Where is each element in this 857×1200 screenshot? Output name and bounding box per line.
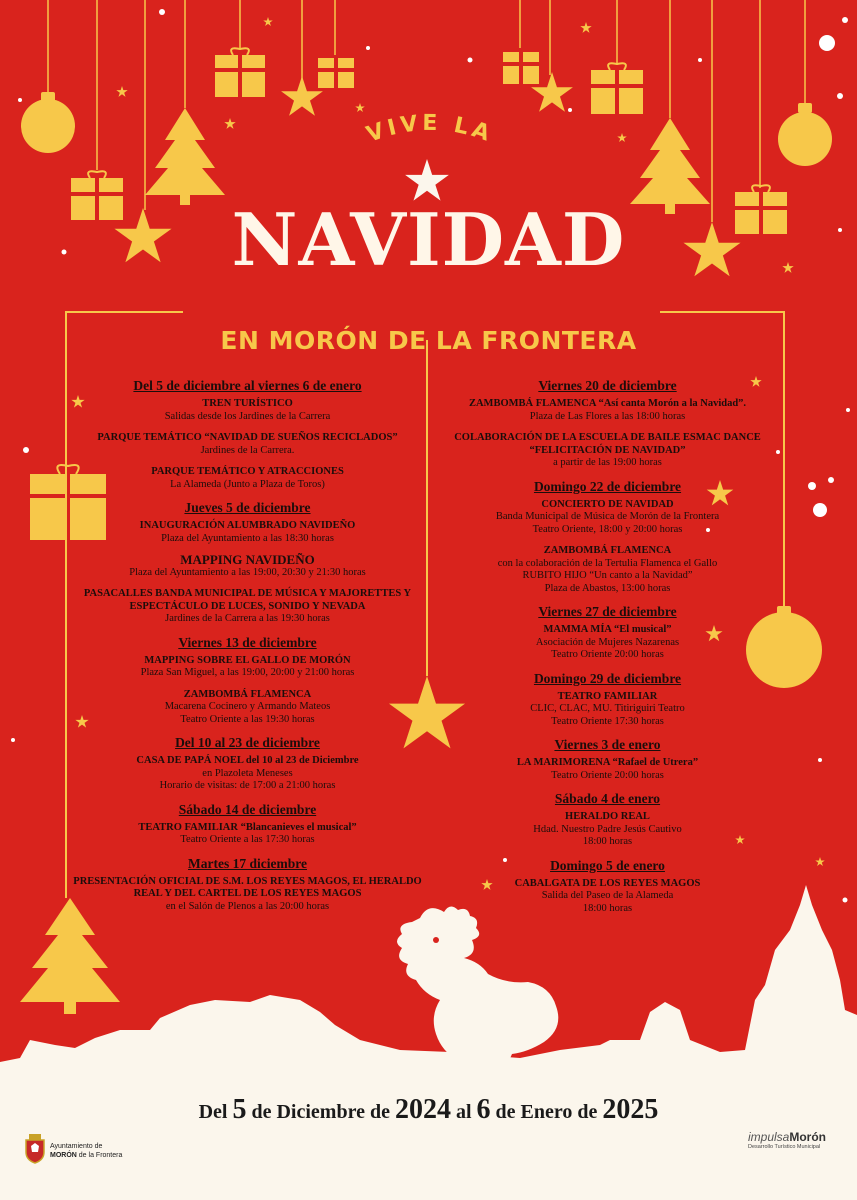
schedule-event	[70, 822, 425, 847]
event-detail: Jardines de la Carrera a las 19:30 horas	[165, 613, 330, 624]
event-detail: Teatro Oriente 20:00 horas	[551, 649, 664, 660]
svg-text:VIVE LA: VIVE LA	[363, 110, 497, 148]
date-range: Del 5 de Diciembre de 2024 al 6 de Enero de 2025	[198, 1094, 659, 1125]
schedule-date: Sábado 4 de enero	[554, 791, 661, 806]
event-title: LA MARIMORENA “Rafael de Utrera”	[516, 757, 699, 768]
event-detail: Plaza del Ayuntamiento a las 18:30 horas	[161, 532, 334, 544]
event-title: ZAMBOMBÁ FLAMENCA	[183, 688, 312, 700]
schedule-event	[430, 878, 785, 916]
event-detail: Plaza San Miguel, a las 19:00, 20:00 y 21:00 horas	[140, 667, 355, 678]
event-detail: Plaza de Abastos, 13:00 horas	[544, 582, 671, 594]
schedule-event	[430, 691, 785, 729]
event-title: COLABORACIÓN DE LA ESCUELA DE BAILE ESMAC DANCE “FELICITACIÓN DE NAVIDAD”	[454, 432, 761, 456]
schedule-date: Viernes 3 de enero	[554, 737, 661, 752]
event-detail: 18:00 horas	[582, 836, 633, 847]
schedule-date: Domingo 29 de diciembre	[533, 670, 682, 686]
schedule-date: Del 10 al 23 de diciembre	[175, 735, 320, 750]
event-detail: Asociación de Mujeres Nazarenas	[535, 636, 680, 648]
schedule-date: Viernes 13 de diciembre	[178, 634, 317, 650]
schedule-event	[70, 520, 425, 545]
schedule-right-column	[430, 378, 785, 924]
schedule-event	[430, 499, 785, 537]
subtitle: EN MORÓN DE LA FRONTERA	[220, 326, 637, 355]
event-title: CASA DE PAPÁ NOEL del 10 al 23 de Diciembre	[136, 755, 359, 766]
event-detail: Teatro Oriente a las 19:30 horas	[180, 713, 315, 725]
event-title: TEATRO FAMILIAR “Blancanieves el musical”	[138, 821, 357, 833]
event-title: PASACALLES BANDA MUNICIPAL DE MÚSICA Y MAJORETTES Y ESPECTÁCULO DE LUCES, SONIDO Y NEVADA	[83, 588, 412, 612]
schedule-left-column	[70, 378, 425, 922]
event-detail: RUBITO HIJO “Un canto a la Navidad”	[522, 570, 693, 581]
schedule-event	[70, 655, 425, 680]
schedule-date: Del 5 de diciembre al viernes 6 de enero	[133, 378, 362, 393]
schedule-date: Viernes 27 de diciembre	[538, 604, 677, 619]
schedule-event	[430, 398, 785, 423]
event-detail: en el Salón de Plenos a las 20:00 horas	[165, 900, 330, 912]
event-detail: Teatro Oriente 20:00 horas	[551, 769, 664, 781]
event-detail: Teatro Oriente 17:30 horas	[551, 715, 664, 727]
schedule-event	[70, 398, 425, 423]
schedule-date: Domingo 5 de enero	[550, 857, 665, 873]
event-detail: Banda Municipal de Música de Morón de la Frontera	[495, 511, 720, 522]
event-detail: Salidas desde los Jardines de la Carrera	[164, 410, 331, 422]
event-title: PARQUE TEMÁTICO Y ATRACCIONES	[151, 466, 344, 477]
schedule-event	[70, 554, 425, 579]
coat-of-arms-icon	[24, 1134, 46, 1164]
event-detail: a partir de las 19:00 horas	[553, 457, 662, 468]
schedule-event	[70, 466, 425, 491]
schedule-event	[70, 689, 425, 727]
event-title: MAPPING NAVIDEÑO	[180, 552, 315, 567]
schedule-date: Viernes 20 de diciembre	[538, 378, 677, 393]
schedule-event	[70, 588, 425, 626]
event-title: ZAMBOMBÁ FLAMENCA “Así canta Morón a la Navidad”.	[468, 398, 747, 409]
event-title: HERALDO REAL	[565, 811, 650, 822]
schedule-event	[70, 432, 425, 457]
navidad-title: NAVIDAD	[231, 197, 626, 282]
event-detail: Salida del Paseo de la Alameda	[541, 890, 674, 901]
event-title: PRESENTACIÓN OFICIAL DE S.M. LOS REYES MAGOS, EL HERALDO REAL Y DEL CARTEL DE LOS REYES MAGOS	[73, 875, 422, 899]
event-detail: Horario de visitas: de 17:00 a 21:00 horas	[159, 780, 336, 791]
event-title: ZAMBOMBÁ FLAMENCA	[543, 545, 672, 556]
schedule-event	[70, 755, 425, 793]
impulsa-moron-logo: impulsaMorón Desarrollo Turístico Municipal	[748, 1130, 827, 1150]
schedule-date: Martes 17 diciembre	[188, 855, 307, 871]
event-title: CABALGATA DE LOS REYES MAGOS	[514, 877, 701, 889]
event-title: MAMMA MÍA “El musical”	[543, 624, 672, 635]
event-detail: CLIC, CLAC, MU. Titiriguiri Teatro	[530, 703, 685, 714]
schedule-date: Jueves 5 de diciembre	[184, 500, 311, 515]
event-detail: Teatro Oriente, 18:00 y 20:00 horas	[532, 523, 683, 535]
event-title: TEATRO FAMILIAR	[557, 690, 658, 702]
schedule-date: Sábado 14 de diciembre	[178, 801, 317, 817]
event-detail: Hdad. Nuestro Padre Jesús Cautivo	[533, 823, 682, 835]
event-detail: Plaza del Ayuntamiento a las 19:00, 20:30 y 21:30 horas	[129, 566, 366, 578]
event-title: MAPPING SOBRE EL GALLO DE MORÓN	[144, 654, 351, 666]
event-detail: La Alameda (Junto a Plaza de Toros)	[170, 478, 325, 490]
schedule-event	[430, 624, 785, 662]
event-detail: Macarena Cocinero y Armando Mateos	[164, 701, 331, 712]
schedule-event	[70, 876, 425, 914]
schedule-event	[430, 545, 785, 595]
event-detail: Teatro Oriente a las 17:30 horas	[180, 834, 315, 845]
event-detail: con la colaboración de la Tertulia Flamenca el Gallo	[497, 557, 718, 569]
event-detail: Plaza de Las Flores a las 18:00 horas	[529, 410, 686, 422]
event-title: PARQUE TEMÁTICO “NAVIDAD DE SUEÑOS RECICLADOS”	[97, 432, 398, 443]
schedule-event	[430, 432, 785, 470]
vive-la-heading	[330, 100, 530, 160]
event-detail: Jardines de la Carrera.	[200, 444, 295, 456]
schedule-event	[430, 811, 785, 849]
event-title: INAUGURACIÓN ALUMBRADO NAVIDEÑO	[139, 520, 356, 531]
event-title: CONCIERTO DE NAVIDAD	[541, 498, 674, 510]
event-detail: en Plazoleta Meneses	[202, 767, 293, 779]
ayuntamiento-logo: Ayuntamiento de MORÓN de la Frontera	[24, 1128, 164, 1178]
schedule-date: Domingo 22 de diciembre	[533, 478, 682, 494]
event-detail: 18:00 horas	[582, 902, 633, 914]
schedule-event	[430, 757, 785, 782]
event-title: TREN TURÍSTICO	[202, 398, 293, 409]
